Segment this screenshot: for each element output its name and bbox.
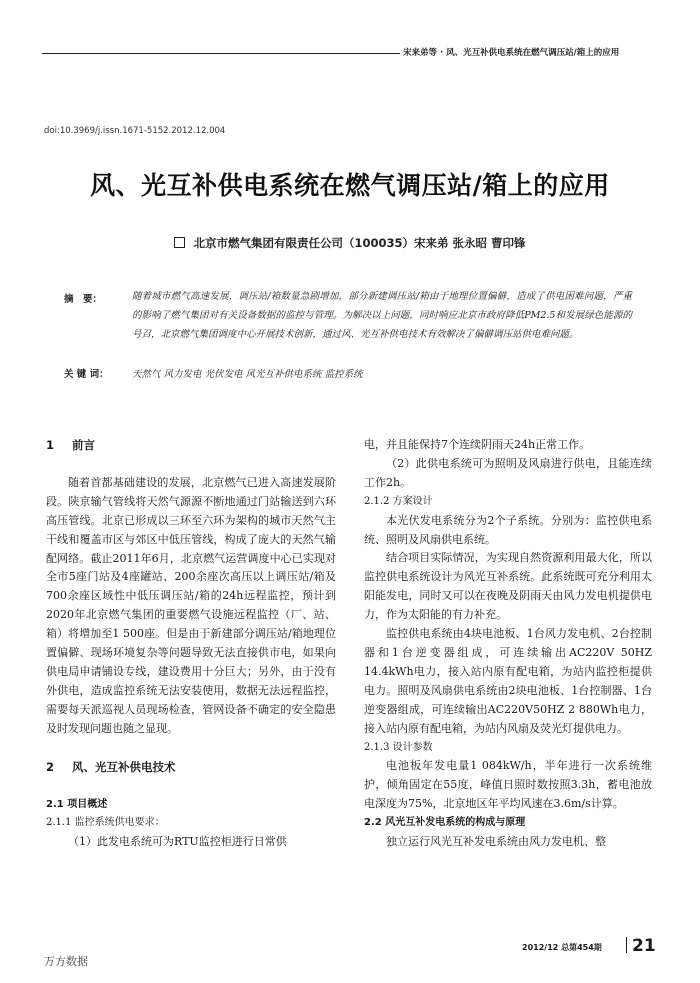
keywords-label: 关 键 词：: [64, 369, 109, 380]
keywords-text: 天然气 风力发电 光伏发电 风光互补供电系统 监控系统: [132, 369, 363, 380]
subsubsection-heading: 2.1.1 监控系统供电要求：: [46, 817, 165, 829]
page-number: 21: [632, 936, 656, 956]
header-rule: [42, 53, 400, 54]
authors-text: 北京市燃气集团有限责任公司（100035）宋来弟 张永昭 曹印锋: [193, 236, 526, 250]
doi: doi:10.3969/j.issn.1671-5152.2012.12.004: [44, 126, 226, 136]
author-affiliation: [0, 235, 700, 251]
section-title: 前言: [72, 438, 95, 452]
paragraph: （1）此发电系统可为RTU监控柜进行日常供: [68, 835, 287, 849]
paragraph: 电，并且能保持7个连续阴雨天24h正常工作。: [364, 438, 591, 451]
box-bullet-icon: [174, 237, 185, 248]
footer-issue: 2012/12 总第454期: [522, 943, 602, 952]
paragraph: 电池板年发电量1 084kW/h，半年进行一次系统维护，倾角固定在55度，峰值日照时数按照3.3h，蓄电池放电深度为75%，北京地区年平均风速在3.6m/s计算。: [364, 759, 652, 811]
paragraph: （2）此供电系统可为照明及风扇进行供电，且能连续工作2h。: [364, 456, 652, 489]
abstract-label: 摘 要：: [64, 294, 103, 305]
paragraph: 随着首都基础建设的发展，北京燃气已进入高速发展阶段。陕京输气管线将天然气源源不断地通过门站输送到六环高压管线。北京已形成以三环至六环为架构的城市天然气主干线和覆盖市区与郊区中低压管线，构成了庞大的天然气输配网络。截止2011年6月，北京燃气运营调度中心已实现对全市5座门站及4座罐站、200余座次高压以上调压站/箱及700余座区域性中低压调压站/箱的24h远程监控，预计到2020年北京燃气集团的重要燃气设施远程监控（厂、站、箱）将增加至1 500座。但是由于新建部分调压站/箱地理位置偏僻、现场环境复杂等问题导致无法直接供市电，如果向供电局申请铺设专线，建设费用十分巨大；另外，由于没有外供电，造成监控系统无法安装使用，数据无法远程监控，需要每天派巡视人员现场检查，管网设备不确定的安全隐患及时发现问题也随之显现。: [46, 475, 336, 735]
section-heading-1: [46, 436, 336, 455]
paragraph: 监控供电系统由4块电池板、1台风力发电机、2台控制器和1台逆变器组成，可连续输出AC220V 50HZ 14.4kWh电力，接入站内原有配电箱，为站内监控柜提供电力。照明及风扇供电系统由2块电池板、1台控制器、1台逆变器组成，可连续输出AC220V50HZ 2 880Wh电力，接入站内原有配电箱，为站内风扇及荧光灯提供电力。: [364, 627, 652, 735]
subsubsection-heading: 2.1.3 设计参数: [364, 741, 433, 753]
section-title: 风、光互补供电技术: [72, 759, 176, 774]
subsubsection-heading: 2.1.2 方案设计: [364, 495, 433, 507]
right-column: [364, 436, 652, 852]
footer-separator: [626, 937, 627, 953]
paragraph: 独立运行风光互补发电系统由风力发电机、整: [386, 835, 606, 849]
left-column: [46, 436, 336, 852]
paragraph: 本光伏发电系统分为2个子系统。分别为：监控供电系统、照明及风扇供电系统。: [364, 513, 652, 546]
subsection-heading: 2.2 风光互补发电系统的构成与原理: [364, 817, 526, 829]
article-title: 风、光互补供电系统在燃气调压站/箱上的应用: [90, 171, 610, 200]
subsection-heading: 2.1 项目概述: [46, 798, 108, 810]
watermark: 万方数据: [44, 955, 88, 968]
section-number: 1: [46, 438, 55, 452]
running-head: 宋来弟等 · 风、光互补供电系统在燃气调压站/箱上的应用: [403, 48, 620, 58]
abstract-text: 随着城市燃气高速发展，调压站/箱数量急剧增加，部分新建调压站/箱由于地理位置偏僻，造成了供电困难问题，严重的影响了燃气集团对有关设备数据的监控与管理。为解决以上问题，同时响应北京市政府降低PM2.5和发展绿色能源的号召，北京燃气集团调度中心开展技术创新，通过风、光互补供电技术有效解决了偏僻调压站供电难问题。: [132, 291, 632, 340]
paragraph: 结合项目实际情况，为实现自然资源利用最大化，所以监控供电系统设计为风光互补系统。此系统既可充分利用太阳能发电，同时又可以在夜晚及阴雨天由风力发电机提供电力，作为太阳能的有力补充。: [364, 551, 652, 622]
section-number: 2: [46, 759, 55, 774]
section-heading-2: [46, 758, 336, 777]
